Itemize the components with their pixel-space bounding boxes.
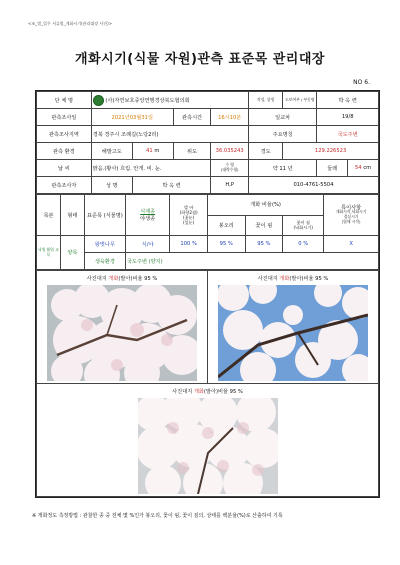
org-value: (사)자연보호중앙연맹경상북도협의회 <box>105 97 190 104</box>
tree-age-value: 약 11 년 <box>248 160 316 177</box>
photo1-caption-a: 사진대지 <box>86 276 107 282</box>
observation-table <box>36 194 379 270</box>
col-fall: 꽃이 짐 <box>296 220 310 226</box>
row-planting: 식/야 <box>125 236 169 253</box>
record-sheet <box>35 90 380 498</box>
col-wild: 야생종 <box>140 216 156 222</box>
photo3-caption-b: 개화 <box>193 389 204 395</box>
region-label: 관측조사지역 <box>37 126 92 143</box>
page-title: 개화시기(식물 자원)관측 표준목 관리대장 <box>75 52 325 67</box>
obs-time-label: 관측시간 <box>173 109 211 126</box>
tree-age-label: 수 령 <box>225 162 234 168</box>
photo3-caption-c: (발아)비율 95 % <box>203 389 243 395</box>
photo3-caption-a: 사진대지 <box>172 389 193 395</box>
col-sprout-sub: (하향2점) <box>179 210 198 215</box>
cherry-blossom-photo-3 <box>138 398 278 494</box>
cherry-blossom-photo-2 <box>218 285 368 381</box>
row-kind: 낙엽 활엽 교목 <box>37 236 61 270</box>
organization-emblem-icon <box>93 95 104 106</box>
lunar-value: 19/8 <box>317 109 379 126</box>
col-plant: 표준목 (식물명) <box>84 195 125 236</box>
col-leaf-bud: (잎눈) <box>182 220 195 225</box>
col-note: 특이사항 <box>341 204 362 211</box>
col-form: 형태 <box>60 195 84 236</box>
env-label: 관측 환경 <box>37 143 92 160</box>
weather-value: 맑음.(황사) 흐림. 안개. 비. 눈. <box>91 160 211 177</box>
photo-table <box>36 270 379 497</box>
org-label: 단 체 명 <box>37 92 92 109</box>
info-table <box>36 91 379 194</box>
row-fall: 0 % <box>283 236 324 253</box>
env-row-value: 국도주변 (양지) <box>125 253 378 270</box>
confirm-label: 도보여부 / 부동명 <box>283 92 317 109</box>
lunar-label: 일교차 <box>248 109 316 126</box>
col-fall-sub: (낙화시기) <box>293 225 313 231</box>
col-note-c: (열매 시작) <box>341 218 361 224</box>
altitude-value: 41 <box>146 148 153 154</box>
photo1-caption-c: (발아)비율 95 % <box>118 276 158 282</box>
row-bloom: 95 % <box>245 236 283 253</box>
cherry-blossom-photo-1 <box>47 285 197 381</box>
altitude-unit: m <box>154 148 160 154</box>
landmark-label: 주요명칭 <box>248 126 316 143</box>
tree-age-sub: (대략수령) <box>220 167 239 172</box>
lon-value: 129.226523 <box>283 143 379 160</box>
observer-name-label: 성 명 <box>91 177 132 194</box>
girth-label: 둘레 <box>317 160 348 177</box>
col-bloom-ratio: 개화 비율(%) <box>207 195 323 216</box>
col-planted: 식재종 <box>140 209 156 215</box>
row-name: 왕벚나무 <box>84 236 125 253</box>
photo3-caption <box>38 388 377 395</box>
altitude-label: 해발고도 <box>91 143 132 160</box>
weather-label: 날 씨 <box>37 160 92 177</box>
col-bloom: 꽃이 핌 <box>245 215 283 236</box>
girth-value: 54 <box>354 165 362 171</box>
col-sprout: 발 아 <box>183 205 194 210</box>
obs-time-value: 16시10분 <box>211 109 249 126</box>
row-bud: 95 % <box>207 236 245 253</box>
photo1-caption <box>38 275 206 282</box>
photo2-caption-a: 사진대지 <box>257 276 278 282</box>
photo1-caption-b: 개화 <box>108 276 119 282</box>
env-row-label: 생육환경 <box>84 253 125 270</box>
author-role-label: 작성, 상생 <box>248 92 282 109</box>
table-row <box>37 236 379 253</box>
footnote: ※ 개화정도 측정방법 : 관찰한 종 중 전체 몇 %인가 봉오리, 꽃이 핌, 꽃이 짐의, 상태를 백분율(%)로 산출하여 기록 <box>32 513 283 519</box>
observer-label: 관측조사자 <box>37 177 92 194</box>
phone-label: H,P <box>211 177 249 194</box>
document-number: NO 6. <box>353 79 370 86</box>
obs-date-label: 관측조사일 <box>37 109 92 126</box>
lon-label: 경도 <box>248 143 282 160</box>
row-note: X <box>324 236 379 253</box>
observer-name: 박 옥 련 <box>132 177 211 194</box>
photo2-caption-b: 개화 <box>279 276 290 282</box>
col-bud: 봉오리 <box>207 215 245 236</box>
photo2-caption <box>209 275 377 282</box>
col-note-a: 개화시작,낙화시기 <box>335 209 367 215</box>
author-name: 박 옥 련 <box>317 92 379 109</box>
girth-unit: cm <box>363 165 372 171</box>
col-note-b: 결실시기 <box>343 214 359 219</box>
obs-date-value: 2021년03월31일 <box>91 109 173 126</box>
lat-label: 위도 <box>173 143 211 160</box>
row-form: 양목 <box>60 236 84 270</box>
top-note: <조_별_업무 서류별_개화시기(관리대장 사진)> <box>28 21 113 26</box>
landmark-value: 국도주변 <box>317 126 379 143</box>
row-sprout: 100 % <box>170 236 208 253</box>
photo2-caption-c: (발아)비율 95 % <box>289 276 329 282</box>
col-woody: 목본 <box>37 195 61 236</box>
phone-value: 010-4761-5504 <box>248 177 378 194</box>
lat-value: 36.035243 <box>211 143 249 160</box>
col-flower-bud: (꽃눈) <box>182 215 195 220</box>
region-value: 경북 경주시 조례길(노당2리) <box>91 126 248 143</box>
